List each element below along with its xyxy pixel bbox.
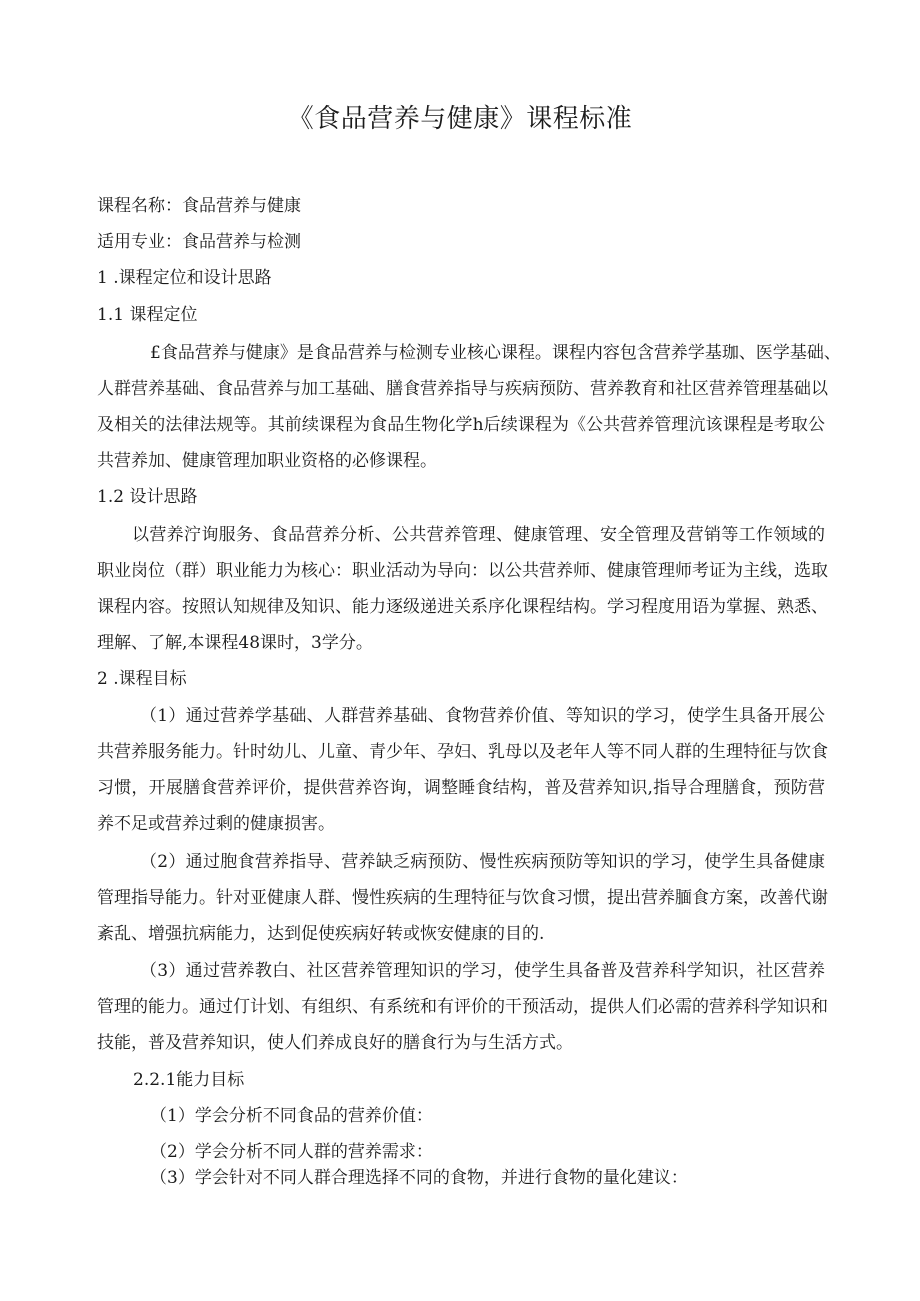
section-2-2-1-heading: 2.2.1能力目标 — [133, 1070, 245, 1090]
goal-1-line: 养不足或营养过剩的健康损害。 — [97, 814, 335, 834]
paragraph-line: 课程内容。按照认知规律及知识、能力逐级递进关系序化课程结构。学习程度用语为掌握、熟悉、 — [97, 597, 828, 617]
section-2-heading: 2 .课程目标 — [97, 669, 187, 689]
paragraph-line: 理解、了解,本课程48课时，3学分。 — [97, 633, 373, 653]
goal-1-line: 共营养服务能力。针时幼儿、儿童、青少年、孕妇、乳母以及老年人等不同人群的生理特征与饮食 — [97, 742, 828, 762]
goal-2-line: 管理指导能力。针对亚健康人群、慢性疾病的生理特征与饮食习惯，提出营养腼食方案，改善代谢 — [97, 888, 828, 908]
goal-1-line: 习惯，开展膳食营养评价，提供营养咨询，调整睡食结构，普及营养知识,指导合理膳食，预防营 — [97, 778, 825, 798]
paragraph-line: 以营养泞询服务、食品营养分析、公共营养管理、健康管理、安全管理及营销等工作领域的 — [132, 525, 825, 545]
ability-item: （3）学会针对不同人群合理选择不同的食物，并进行食物的量化建议： — [150, 1168, 688, 1188]
course-name-line: 课程名称：食品营养与健康 — [97, 196, 301, 216]
paragraph-line: 职业岗位（群）职业能力为核心：职业活动为导向：以公共营养师、健康管理师考证为主线，选取 — [97, 561, 828, 581]
major-line: 适用专业：食品营养与检测 — [97, 232, 301, 252]
paragraph-line: 共营养加、健康管理加职业资格的必修课程。 — [97, 451, 437, 471]
section-1-1-heading: 1.1 课程定位 — [97, 305, 198, 325]
ability-item: （1）学会分析不同食品的营养价值： — [150, 1106, 433, 1126]
goal-3-line: 管理的能力。通过仃计划、有组织、有系统和有评价的干预活动，提供人们必需的营养科学知识和 — [97, 997, 828, 1017]
document-title: 《食品营养与健康》课程标准 — [287, 104, 633, 134]
goal-3-line: （3）通过营养教白、社区营养管理知识的学习，使学生具备普及营养科学知识，社区营养 — [140, 961, 825, 981]
paragraph-line: 人群营养基础、食品营养与加工基础、膳食营养指导与疾病预防、营养教育和社区营养管理基础以 — [97, 379, 828, 399]
paragraph-line: 及相关的法律法规等。其前续课程为食品生物化学h后续课程为《公共营养管理沆该课程是考取公 — [97, 415, 825, 435]
section-1-heading: 1 .课程定位和设计思路 — [97, 268, 272, 288]
goal-3-line: 技能，普及营养知识，使人们养成良好的膳食行为与生活方式。 — [97, 1033, 573, 1053]
goal-2-line: 紊乱、增强抗病能力，达到促使疾病好转或恢安健康的目的. — [97, 924, 545, 944]
section-1-2-heading: 1.2 设计思路 — [97, 487, 198, 507]
goal-2-line: （2）通过胞食营养指导、营养缺乏病预防、慢性疾病预防等知识的学习，使学生具备健康 — [140, 852, 825, 872]
ability-item: （2）学会分析不同人群的营养需求： — [150, 1142, 433, 1162]
paragraph-line: £食品营养与健康》是食品营养与检测专业核心课程。课程内容包含营养学基珈、医学基础、 — [150, 343, 841, 363]
goal-1-line: （1）通过营养学基础、人群营养基础、食物营养价值、等知识的学习，使学生具备开展公 — [140, 706, 825, 726]
